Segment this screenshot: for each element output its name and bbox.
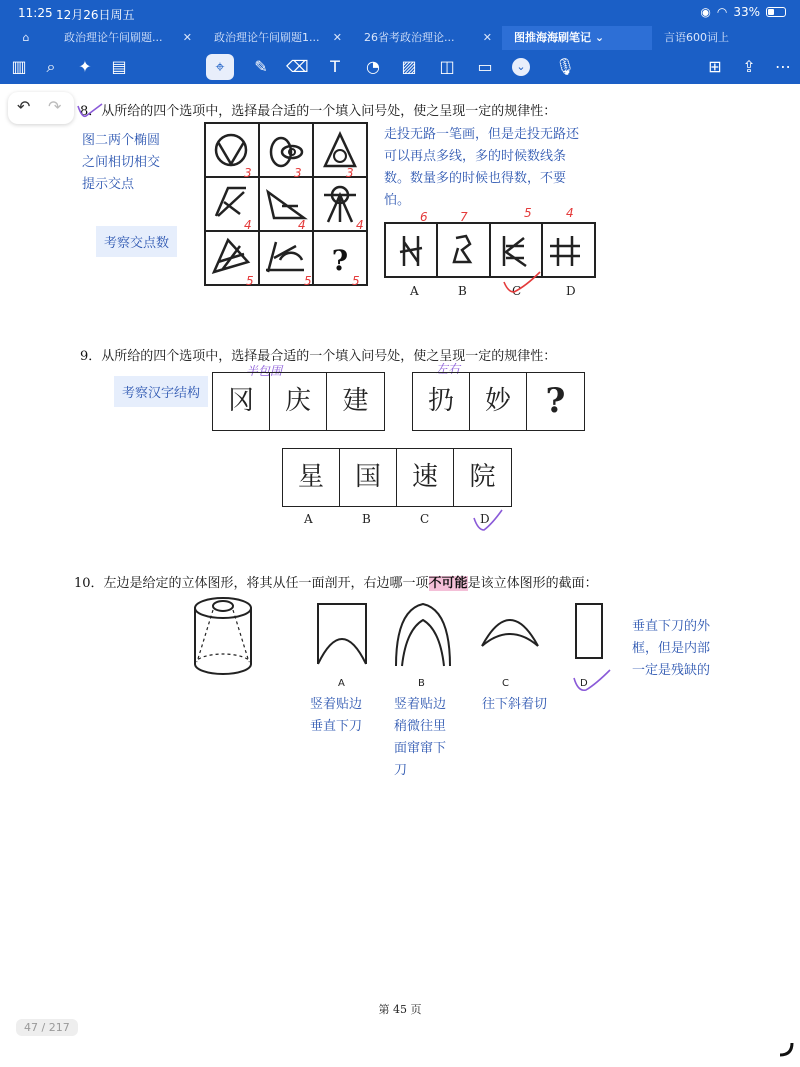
- page-footer: 第 45 页: [378, 1003, 422, 1016]
- q9-row-2: [412, 372, 585, 431]
- solid-figure: [190, 592, 256, 680]
- option-cell: 星: [283, 449, 340, 506]
- option-label: D: [580, 678, 588, 689]
- count-mark: 6: [420, 210, 428, 224]
- tab-label: 图推海海刷笔记: [514, 31, 591, 44]
- count-mark: 4: [566, 206, 574, 220]
- tab-3[interactable]: [352, 26, 502, 50]
- more-chevron-icon[interactable]: ⌄: [512, 58, 530, 76]
- search-icon[interactable]: ⌕: [46, 57, 56, 76]
- check-mark: [472, 508, 504, 536]
- close-icon[interactable]: ✕: [482, 31, 492, 44]
- status-time: 11:25: [18, 6, 53, 20]
- handwritten-note: 半包围: [246, 364, 283, 378]
- q8-box-note: 考察交点数: [96, 226, 177, 257]
- q8-figure-grid: [204, 122, 368, 288]
- option-label: A: [410, 284, 419, 298]
- tab-label: 26省考政治理论...: [364, 31, 455, 44]
- close-icon[interactable]: ✕: [332, 31, 342, 44]
- option-c-figure: [478, 604, 542, 650]
- char-cell: 妙: [470, 373, 527, 430]
- tab-1[interactable]: [52, 26, 202, 50]
- battery-percent: 33%: [733, 5, 760, 19]
- option-a-figure: [314, 600, 370, 668]
- count-mark: 3: [244, 166, 252, 180]
- check-mark: [76, 102, 106, 122]
- headphones-icon: ◠: [716, 5, 728, 19]
- q10-note-d: 垂直下刀的外 框，但是内部 一定是残缺的: [632, 619, 711, 678]
- home-tab-icon[interactable]: ⌂: [22, 31, 30, 44]
- q10-note-a: 竖着贴边 垂直下刀: [310, 697, 363, 734]
- shapes-icon[interactable]: ◔: [366, 57, 380, 76]
- add-page-icon[interactable]: ⊞: [708, 57, 722, 76]
- question-mark-cell: ?: [545, 381, 566, 421]
- tab-4-active[interactable]: [502, 26, 652, 50]
- battery-icon: [766, 7, 786, 17]
- option-label: C: [420, 512, 430, 526]
- question-10-text: [74, 572, 598, 591]
- count-mark: 4: [244, 218, 252, 232]
- chevron-down-icon[interactable]: ⌄: [594, 31, 605, 44]
- q10-note-c: 往下斜着切: [482, 697, 548, 712]
- sidebar-icon[interactable]: ▥: [11, 57, 27, 76]
- status-icons: [700, 5, 786, 19]
- count-mark: 5: [524, 206, 532, 220]
- pen-icon[interactable]: ✎: [254, 57, 268, 76]
- page-indicator[interactable]: 47 / 217: [16, 1019, 78, 1036]
- svg-text:?: ?: [331, 244, 349, 277]
- q9-row-1: [212, 372, 385, 431]
- q8-note-right: 走投无路一笔画，但是走投无路还 可以再点多线，多的时候数线条 数。数量多的时候也得数，不要 怕。: [384, 127, 580, 208]
- q8-note-left: 图二两个椭圆 之间相切相交 提示交点: [82, 133, 161, 192]
- image-icon[interactable]: ▨: [401, 57, 417, 76]
- char-cell: 冈: [213, 373, 270, 430]
- count-mark: 3: [346, 166, 354, 180]
- text-icon[interactable]: T: [330, 57, 340, 76]
- option-label: B: [362, 512, 371, 526]
- tab-5[interactable]: [652, 26, 800, 50]
- q9-box-note: 考察汉字结构: [114, 376, 208, 407]
- count-mark: 4: [356, 218, 364, 232]
- more-icon[interactable]: ⋯: [775, 57, 791, 76]
- microphone-icon[interactable]: 🎙: [554, 57, 576, 76]
- lasso-icon[interactable]: ⌖: [206, 54, 234, 80]
- question-10-highlight: 不可能: [428, 576, 468, 591]
- wifi-icon: ◉: [700, 5, 711, 19]
- undo-redo-panel: [8, 92, 74, 124]
- note-icon[interactable]: ▭: [477, 57, 493, 76]
- share-icon[interactable]: ⇪: [742, 57, 756, 76]
- check-mark: [500, 270, 544, 300]
- option-b-figure: [392, 600, 454, 670]
- question-10-text-b: 是该立体图形的截面：: [467, 576, 598, 591]
- tab-2[interactable]: [202, 26, 352, 50]
- q10-note-b: 竖着贴边 稍微往里 面窜窜下 刀: [394, 697, 447, 778]
- option-label: A: [338, 678, 345, 689]
- resize-handle-icon[interactable]: [778, 1041, 794, 1057]
- note-page[interactable]: [0, 84, 800, 1067]
- count-mark: 5: [352, 274, 360, 288]
- status-bar: [0, 0, 800, 26]
- count-mark: 5: [246, 274, 254, 288]
- question-10-text-a: 10．左边是给定的立体图形，将其从任一面剖开，右边哪一项: [74, 576, 429, 591]
- eraser-icon[interactable]: ⌫: [286, 57, 309, 76]
- option-label: D: [566, 284, 576, 298]
- tab-label: 政治理论午间刷题1...: [214, 31, 320, 44]
- option-label: C: [512, 284, 522, 298]
- tab-label: 言语600词上: [664, 31, 729, 44]
- sticker-icon[interactable]: ◫: [439, 57, 455, 76]
- char-cell: 扔: [413, 373, 470, 430]
- option-label: C: [502, 678, 509, 689]
- redo-icon[interactable]: ↷: [48, 97, 62, 116]
- q8-options-strip: [384, 222, 596, 280]
- char-cell: 庆: [270, 373, 327, 430]
- count-mark: 3: [294, 166, 302, 180]
- char-cell: 建: [342, 386, 369, 416]
- count-mark: 7: [460, 210, 468, 224]
- question-8-text: 8．从所给的四个选项中，选择最合适的一个填入问号处，使之呈现一定的规律性：: [80, 104, 557, 119]
- option-label: B: [458, 284, 467, 298]
- option-cell: 院: [469, 462, 496, 492]
- option-d-figure: [574, 602, 606, 660]
- option-cell: 速: [397, 449, 454, 506]
- handwritten-note: 左右: [436, 362, 461, 376]
- option-cell: 国: [340, 449, 397, 506]
- check-mark: [572, 668, 612, 698]
- undo-icon[interactable]: ↶: [17, 97, 31, 116]
- option-label: B: [418, 678, 425, 689]
- count-mark: 5: [304, 274, 312, 288]
- status-date: 12月26日周五: [56, 8, 135, 22]
- option-label: D: [480, 512, 490, 526]
- toolbar: [0, 50, 800, 84]
- tab-bar: [0, 26, 800, 50]
- ai-sparkle-icon[interactable]: ✦: [78, 57, 92, 76]
- close-icon[interactable]: ✕: [182, 31, 192, 44]
- document-icon[interactable]: ▤: [111, 57, 127, 76]
- option-label: A: [304, 512, 313, 526]
- tab-label: 政治理论午间刷题...: [64, 31, 163, 44]
- count-mark: 4: [298, 218, 306, 232]
- q9-options: [282, 448, 512, 507]
- question-9-text: 9．从所给的四个选项中，选择最合适的一个填入问号处，使之呈现一定的规律性：: [80, 349, 557, 364]
